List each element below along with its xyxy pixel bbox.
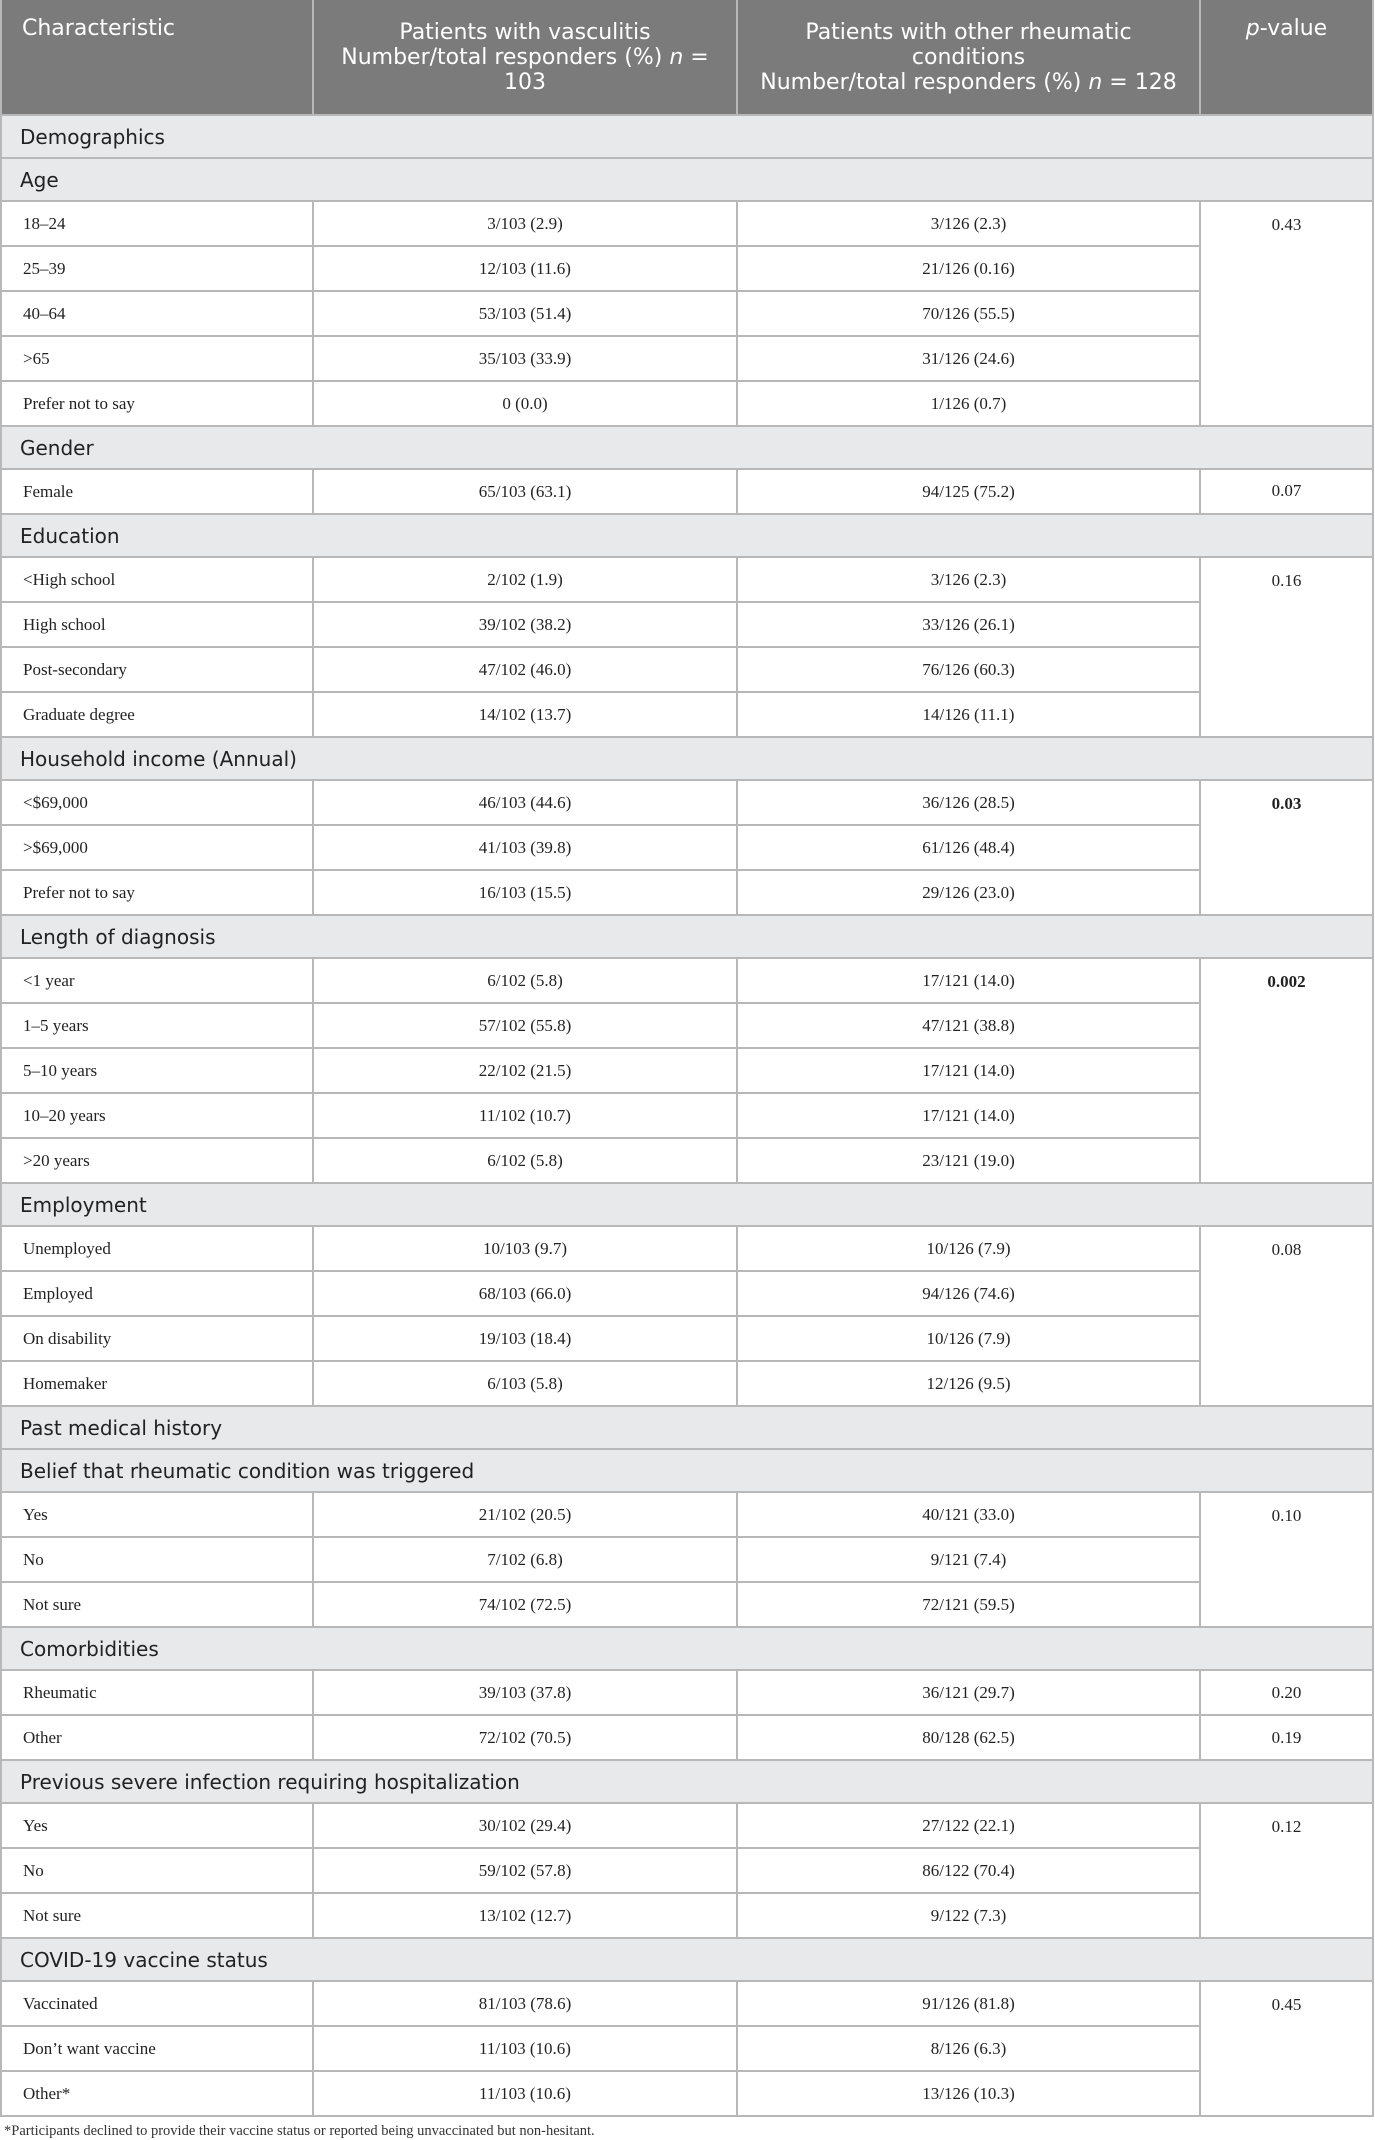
section-row bbox=[1, 115, 1373, 158]
vasculitis-value: 6/103 (5.8) bbox=[313, 1361, 737, 1406]
row-label: <1 year bbox=[1, 958, 313, 1003]
p-value: 0.002 bbox=[1200, 958, 1373, 1183]
table-row bbox=[1, 1316, 1373, 1361]
other-conditions-value: 10/126 (7.9) bbox=[737, 1316, 1200, 1361]
header-other-line2: conditions bbox=[911, 44, 1026, 70]
vasculitis-value: 10/103 (9.7) bbox=[313, 1226, 737, 1271]
other-conditions-value: 86/122 (70.4) bbox=[737, 1848, 1200, 1893]
section-row bbox=[1, 1183, 1373, 1226]
row-label: Employed bbox=[1, 1271, 313, 1316]
row-label: >65 bbox=[1, 336, 313, 381]
row-label: No bbox=[1, 1848, 313, 1893]
other-conditions-value: 10/126 (7.9) bbox=[737, 1226, 1200, 1271]
section-title: Age bbox=[1, 158, 1373, 201]
section-row bbox=[1, 737, 1373, 780]
row-label: Post-secondary bbox=[1, 647, 313, 692]
section-title: Belief that rheumatic condition was triggered bbox=[1, 1449, 1373, 1492]
table-row bbox=[1, 291, 1373, 336]
row-label: On disability bbox=[1, 1316, 313, 1361]
vasculitis-value: 41/103 (39.8) bbox=[313, 825, 737, 870]
table-row bbox=[1, 1138, 1373, 1183]
section-row bbox=[1, 1449, 1373, 1492]
table-row bbox=[1, 1537, 1373, 1582]
section-title: Education bbox=[1, 514, 1373, 557]
vasculitis-value: 13/102 (12.7) bbox=[313, 1893, 737, 1938]
section-row bbox=[1, 1406, 1373, 1449]
table-row bbox=[1, 1361, 1373, 1406]
row-label: <$69,000 bbox=[1, 780, 313, 825]
table-row bbox=[1, 1048, 1373, 1093]
header-other-eq: = 128 bbox=[1102, 69, 1177, 95]
p-value: 0.16 bbox=[1200, 557, 1373, 737]
vasculitis-value: 21/102 (20.5) bbox=[313, 1492, 737, 1537]
other-conditions-value: 31/126 (24.6) bbox=[737, 336, 1200, 381]
header-p-value bbox=[1200, 0, 1373, 115]
vasculitis-value: 57/102 (55.8) bbox=[313, 1003, 737, 1048]
section-title: Gender bbox=[1, 426, 1373, 469]
other-conditions-value: 3/126 (2.3) bbox=[737, 557, 1200, 602]
other-conditions-value: 94/125 (75.2) bbox=[737, 469, 1200, 514]
vasculitis-value: 22/102 (21.5) bbox=[313, 1048, 737, 1093]
table-row bbox=[1, 870, 1373, 915]
vasculitis-value: 3/103 (2.9) bbox=[313, 201, 737, 246]
table-row bbox=[1, 825, 1373, 870]
table-row bbox=[1, 647, 1373, 692]
other-conditions-value: 13/126 (10.3) bbox=[737, 2071, 1200, 2116]
other-conditions-value: 36/126 (28.5) bbox=[737, 780, 1200, 825]
header-vasculitis-n: n bbox=[669, 44, 684, 70]
table-row bbox=[1, 602, 1373, 647]
vasculitis-value: 68/103 (66.0) bbox=[313, 1271, 737, 1316]
other-conditions-value: 72/121 (59.5) bbox=[737, 1582, 1200, 1627]
section-title: Employment bbox=[1, 1183, 1373, 1226]
other-conditions-value: 70/126 (55.5) bbox=[737, 291, 1200, 336]
header-vasculitis-line2: Number/total responders (%) bbox=[341, 44, 663, 70]
other-conditions-value: 80/128 (62.5) bbox=[737, 1715, 1200, 1760]
p-value: 0.20 bbox=[1200, 1670, 1373, 1715]
vasculitis-value: 0 (0.0) bbox=[313, 381, 737, 426]
section-title: COVID-19 vaccine status bbox=[1, 1938, 1373, 1981]
p-value: 0.43 bbox=[1200, 201, 1373, 426]
other-conditions-value: 14/126 (11.1) bbox=[737, 692, 1200, 737]
table-row bbox=[1, 1093, 1373, 1138]
vasculitis-value: 11/102 (10.7) bbox=[313, 1093, 737, 1138]
row-label: 5–10 years bbox=[1, 1048, 313, 1093]
vasculitis-value: 72/102 (70.5) bbox=[313, 1715, 737, 1760]
table-row bbox=[1, 246, 1373, 291]
row-label: High school bbox=[1, 602, 313, 647]
vasculitis-value: 14/102 (13.7) bbox=[313, 692, 737, 737]
header-other-line3: Number/total responders (%) bbox=[760, 69, 1082, 95]
table-row bbox=[1, 2026, 1373, 2071]
table-row bbox=[1, 1981, 1373, 2026]
vasculitis-value: 11/103 (10.6) bbox=[313, 2071, 737, 2116]
row-label: Prefer not to say bbox=[1, 870, 313, 915]
section-row bbox=[1, 514, 1373, 557]
table-row bbox=[1, 1715, 1373, 1760]
other-conditions-value: 8/126 (6.3) bbox=[737, 2026, 1200, 2071]
other-conditions-value: 61/126 (48.4) bbox=[737, 825, 1200, 870]
table-row bbox=[1, 1848, 1373, 1893]
header-characteristic: Characteristic bbox=[1, 0, 313, 115]
header-other-conditions bbox=[737, 0, 1200, 115]
p-value: 0.19 bbox=[1200, 1715, 1373, 1760]
p-value: 0.12 bbox=[1200, 1803, 1373, 1938]
vasculitis-value: 16/103 (15.5) bbox=[313, 870, 737, 915]
p-value: 0.10 bbox=[1200, 1492, 1373, 1627]
other-conditions-value: 17/121 (14.0) bbox=[737, 1048, 1200, 1093]
other-conditions-value: 76/126 (60.3) bbox=[737, 647, 1200, 692]
header-vasculitis-eq: = bbox=[683, 44, 709, 70]
header-vasculitis-line1: Patients with vasculitis bbox=[399, 19, 651, 45]
row-label: 40–64 bbox=[1, 291, 313, 336]
other-conditions-value: 21/126 (0.16) bbox=[737, 246, 1200, 291]
p-value: 0.08 bbox=[1200, 1226, 1373, 1406]
p-value: 0.03 bbox=[1200, 780, 1373, 915]
row-label: Female bbox=[1, 469, 313, 514]
other-conditions-value: 9/121 (7.4) bbox=[737, 1537, 1200, 1582]
vasculitis-value: 30/102 (29.4) bbox=[313, 1803, 737, 1848]
other-conditions-value: 23/121 (19.0) bbox=[737, 1138, 1200, 1183]
section-row bbox=[1, 426, 1373, 469]
other-conditions-value: 36/121 (29.7) bbox=[737, 1670, 1200, 1715]
vasculitis-value: 74/102 (72.5) bbox=[313, 1582, 737, 1627]
other-conditions-value: 47/121 (38.8) bbox=[737, 1003, 1200, 1048]
section-title: Demographics bbox=[1, 115, 1373, 158]
row-label: Yes bbox=[1, 1803, 313, 1848]
p-value: 0.07 bbox=[1200, 469, 1373, 514]
table-row bbox=[1, 780, 1373, 825]
vasculitis-value: 6/102 (5.8) bbox=[313, 1138, 737, 1183]
other-conditions-value: 27/122 (22.1) bbox=[737, 1803, 1200, 1848]
row-label: No bbox=[1, 1537, 313, 1582]
header-other-line1: Patients with other rheumatic bbox=[805, 19, 1132, 45]
row-label: Prefer not to say bbox=[1, 381, 313, 426]
section-title: Household income (Annual) bbox=[1, 737, 1373, 780]
row-label: <High school bbox=[1, 557, 313, 602]
table-row bbox=[1, 381, 1373, 426]
other-conditions-value: 40/121 (33.0) bbox=[737, 1492, 1200, 1537]
section-row bbox=[1, 1627, 1373, 1670]
other-conditions-value: 91/126 (81.8) bbox=[737, 1981, 1200, 2026]
header-p-italic: p bbox=[1245, 16, 1260, 41]
table-body bbox=[1, 115, 1373, 2116]
row-label: Unemployed bbox=[1, 1226, 313, 1271]
table-row bbox=[1, 1271, 1373, 1316]
table-row bbox=[1, 469, 1373, 514]
vasculitis-value: 47/102 (46.0) bbox=[313, 647, 737, 692]
vasculitis-value: 2/102 (1.9) bbox=[313, 557, 737, 602]
section-title: Comorbidities bbox=[1, 1627, 1373, 1670]
row-label: Not sure bbox=[1, 1582, 313, 1627]
row-label: >$69,000 bbox=[1, 825, 313, 870]
vasculitis-value: 11/103 (10.6) bbox=[313, 2026, 737, 2071]
section-row bbox=[1, 1760, 1373, 1803]
vasculitis-value: 39/103 (37.8) bbox=[313, 1670, 737, 1715]
other-conditions-value: 1/126 (0.7) bbox=[737, 381, 1200, 426]
vasculitis-value: 6/102 (5.8) bbox=[313, 958, 737, 1003]
row-label: Don’t want vaccine bbox=[1, 2026, 313, 2071]
other-conditions-value: 29/126 (23.0) bbox=[737, 870, 1200, 915]
table-header bbox=[1, 0, 1373, 115]
vasculitis-value: 65/103 (63.1) bbox=[313, 469, 737, 514]
other-conditions-value: 3/126 (2.3) bbox=[737, 201, 1200, 246]
other-conditions-value: 33/126 (26.1) bbox=[737, 602, 1200, 647]
row-label: Vaccinated bbox=[1, 1981, 313, 2026]
header-other-n: n bbox=[1088, 69, 1103, 95]
table-row bbox=[1, 1226, 1373, 1271]
row-label: 10–20 years bbox=[1, 1093, 313, 1138]
header-vasculitis bbox=[313, 0, 737, 115]
vasculitis-value: 59/102 (57.8) bbox=[313, 1848, 737, 1893]
vasculitis-value: 53/103 (51.4) bbox=[313, 291, 737, 336]
other-conditions-value: 17/121 (14.0) bbox=[737, 958, 1200, 1003]
p-value: 0.45 bbox=[1200, 1981, 1373, 2116]
table-row bbox=[1, 1803, 1373, 1848]
table-row bbox=[1, 1670, 1373, 1715]
section-title: Previous severe infection requiring hospitalization bbox=[1, 1760, 1373, 1803]
row-label: 25–39 bbox=[1, 246, 313, 291]
vasculitis-value: 12/103 (11.6) bbox=[313, 246, 737, 291]
table-row bbox=[1, 201, 1373, 246]
table-row bbox=[1, 1893, 1373, 1938]
row-label: Not sure bbox=[1, 1893, 313, 1938]
table-row bbox=[1, 958, 1373, 1003]
section-title: Past medical history bbox=[1, 1406, 1373, 1449]
section-row bbox=[1, 1938, 1373, 1981]
vasculitis-value: 81/103 (78.6) bbox=[313, 1981, 737, 2026]
section-row bbox=[1, 915, 1373, 958]
table-row bbox=[1, 1492, 1373, 1537]
table-row bbox=[1, 1582, 1373, 1627]
table-row bbox=[1, 336, 1373, 381]
row-label: 1–5 years bbox=[1, 1003, 313, 1048]
other-conditions-value: 17/121 (14.0) bbox=[737, 1093, 1200, 1138]
vasculitis-value: 19/103 (18.4) bbox=[313, 1316, 737, 1361]
vasculitis-value: 46/103 (44.6) bbox=[313, 780, 737, 825]
row-label: Other bbox=[1, 1715, 313, 1760]
vasculitis-value: 35/103 (33.9) bbox=[313, 336, 737, 381]
row-label: 18–24 bbox=[1, 201, 313, 246]
row-label: Homemaker bbox=[1, 1361, 313, 1406]
table-row bbox=[1, 1003, 1373, 1048]
header-p-suffix: -value bbox=[1259, 16, 1328, 41]
vasculitis-value: 7/102 (6.8) bbox=[313, 1537, 737, 1582]
row-label: Yes bbox=[1, 1492, 313, 1537]
row-label: Graduate degree bbox=[1, 692, 313, 737]
footnote: *Participants declined to provide their vaccine status or reported being unvaccinated but non-hesitant. bbox=[4, 2123, 595, 2139]
header-row bbox=[1, 0, 1373, 115]
section-row bbox=[1, 158, 1373, 201]
row-label: >20 years bbox=[1, 1138, 313, 1183]
table-row bbox=[1, 692, 1373, 737]
header-vasculitis-line3: 103 bbox=[504, 69, 546, 95]
other-conditions-value: 12/126 (9.5) bbox=[737, 1361, 1200, 1406]
other-conditions-value: 9/122 (7.3) bbox=[737, 1893, 1200, 1938]
vasculitis-value: 39/102 (38.2) bbox=[313, 602, 737, 647]
row-label: Rheumatic bbox=[1, 1670, 313, 1715]
table-row bbox=[1, 2071, 1373, 2116]
section-title: Length of diagnosis bbox=[1, 915, 1373, 958]
other-conditions-value: 94/126 (74.6) bbox=[737, 1271, 1200, 1316]
row-label: Other* bbox=[1, 2071, 313, 2116]
table-row bbox=[1, 557, 1373, 602]
